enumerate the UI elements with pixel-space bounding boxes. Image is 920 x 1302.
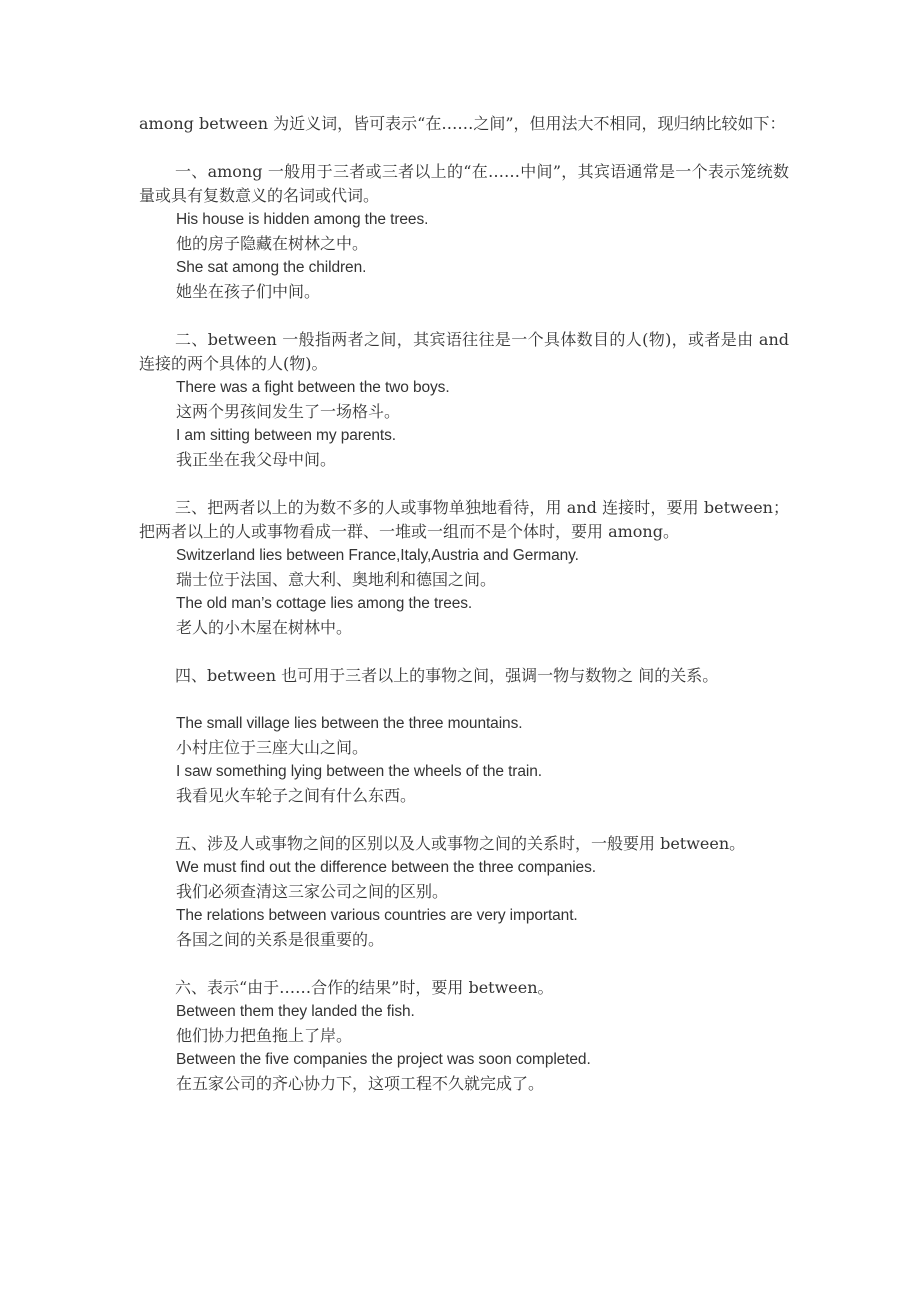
section-between-three-plus [139,664,789,808]
example-sentence-en: Between the five companies the project was soon completed. [176,1051,591,1068]
example-sentence-en: The relations between various countries are very important. [176,907,578,924]
section-difference-relation [139,832,789,952]
spacer [139,688,789,712]
example-sentence-en: Between them they landed the fish. [176,1003,415,1020]
spacer [139,304,789,328]
spacer [139,808,789,832]
example-sentence-en: Switzerland lies between France,Italy,Austria and Germany. [176,547,579,564]
section-between [139,328,789,472]
example-sentence-en: We must find out the difference between the three companies. [176,859,596,876]
intro-paragraph: among between 为近义词，皆可表示“在……之间”，但用法大不相同，现归纳比较如下： [139,114,786,133]
section-heading: 四、between 也可用于三者以上的事物之间，强调一物与数物之 间的关系。 [175,666,719,685]
example-sentence-zh: 他的房子隐藏在树林之中。 [176,234,369,253]
spacer [139,472,789,496]
section-heading: 六、表示“由于……合作的结果”时，要用 between。 [175,978,554,997]
document-body [139,112,789,1096]
spacer [139,136,789,160]
section-among [139,160,789,304]
example-sentence-zh: 各国之间的关系是很重要的。 [176,930,385,949]
example-sentence-zh: 她坐在孩子们中间。 [176,282,321,301]
example-sentence-en: The small village lies between the three mountains. [176,715,523,732]
example-sentence-zh: 这两个男孩间发生了一场格斗。 [176,402,401,421]
example-sentence-zh: 我们必须查清这三家公司之间的区别。 [176,882,449,901]
section-heading: 一、among 一般用于三者或三者以上的“在……中间”，其宾语通常是一个表示笼统数量或具有复数意义的名词或代词。 [139,162,789,205]
example-sentence-en: The old man’s cottage lies among the trees. [176,595,473,612]
example-sentence-zh: 老人的小木屋在树林中。 [176,618,353,637]
example-sentence-zh: 瑞士位于法国、意大利、奥地利和德国之间。 [176,570,497,589]
example-sentence-en: There was a fight between the two boys. [176,379,450,396]
example-sentence-en: His house is hidden among the trees. [176,211,429,228]
example-sentence-en: I saw something lying between the wheels of the train. [176,763,542,780]
example-sentence-zh: 我看见火车轮子之间有什么东西。 [176,786,417,805]
section-heading: 二、between 一般指两者之间，其宾语往往是一个具体数目的人(物)，或者是由 and 连接的两个具体的人(物)。 [139,330,789,373]
example-sentence-zh: 小村庄位于三座大山之间。 [176,738,369,757]
section-cooperation [139,976,789,1096]
section-heading: 五、涉及人或事物之间的区别以及人或事物之间的关系时，一般要用 between。 [175,834,746,853]
example-sentence-zh: 在五家公司的齐心协力下，这项工程不久就完成了。 [176,1074,545,1093]
section-individual-vs-group [139,496,789,640]
example-sentence-en: She sat among the children. [176,259,367,276]
example-sentence-zh: 他们协力把鱼拖上了岸。 [176,1026,353,1045]
example-sentence-en: I am sitting between my parents. [176,427,396,444]
section-heading: 三、把两者以上的为数不多的人或事物单独地看待，用 and 连接时，要用 between；把两者以上的人或事物看成一群、一堆或一组而不是个体时，要用 among。 [139,498,789,541]
spacer [139,640,789,664]
spacer [139,952,789,976]
example-sentence-zh: 我正坐在我父母中间。 [176,450,337,469]
